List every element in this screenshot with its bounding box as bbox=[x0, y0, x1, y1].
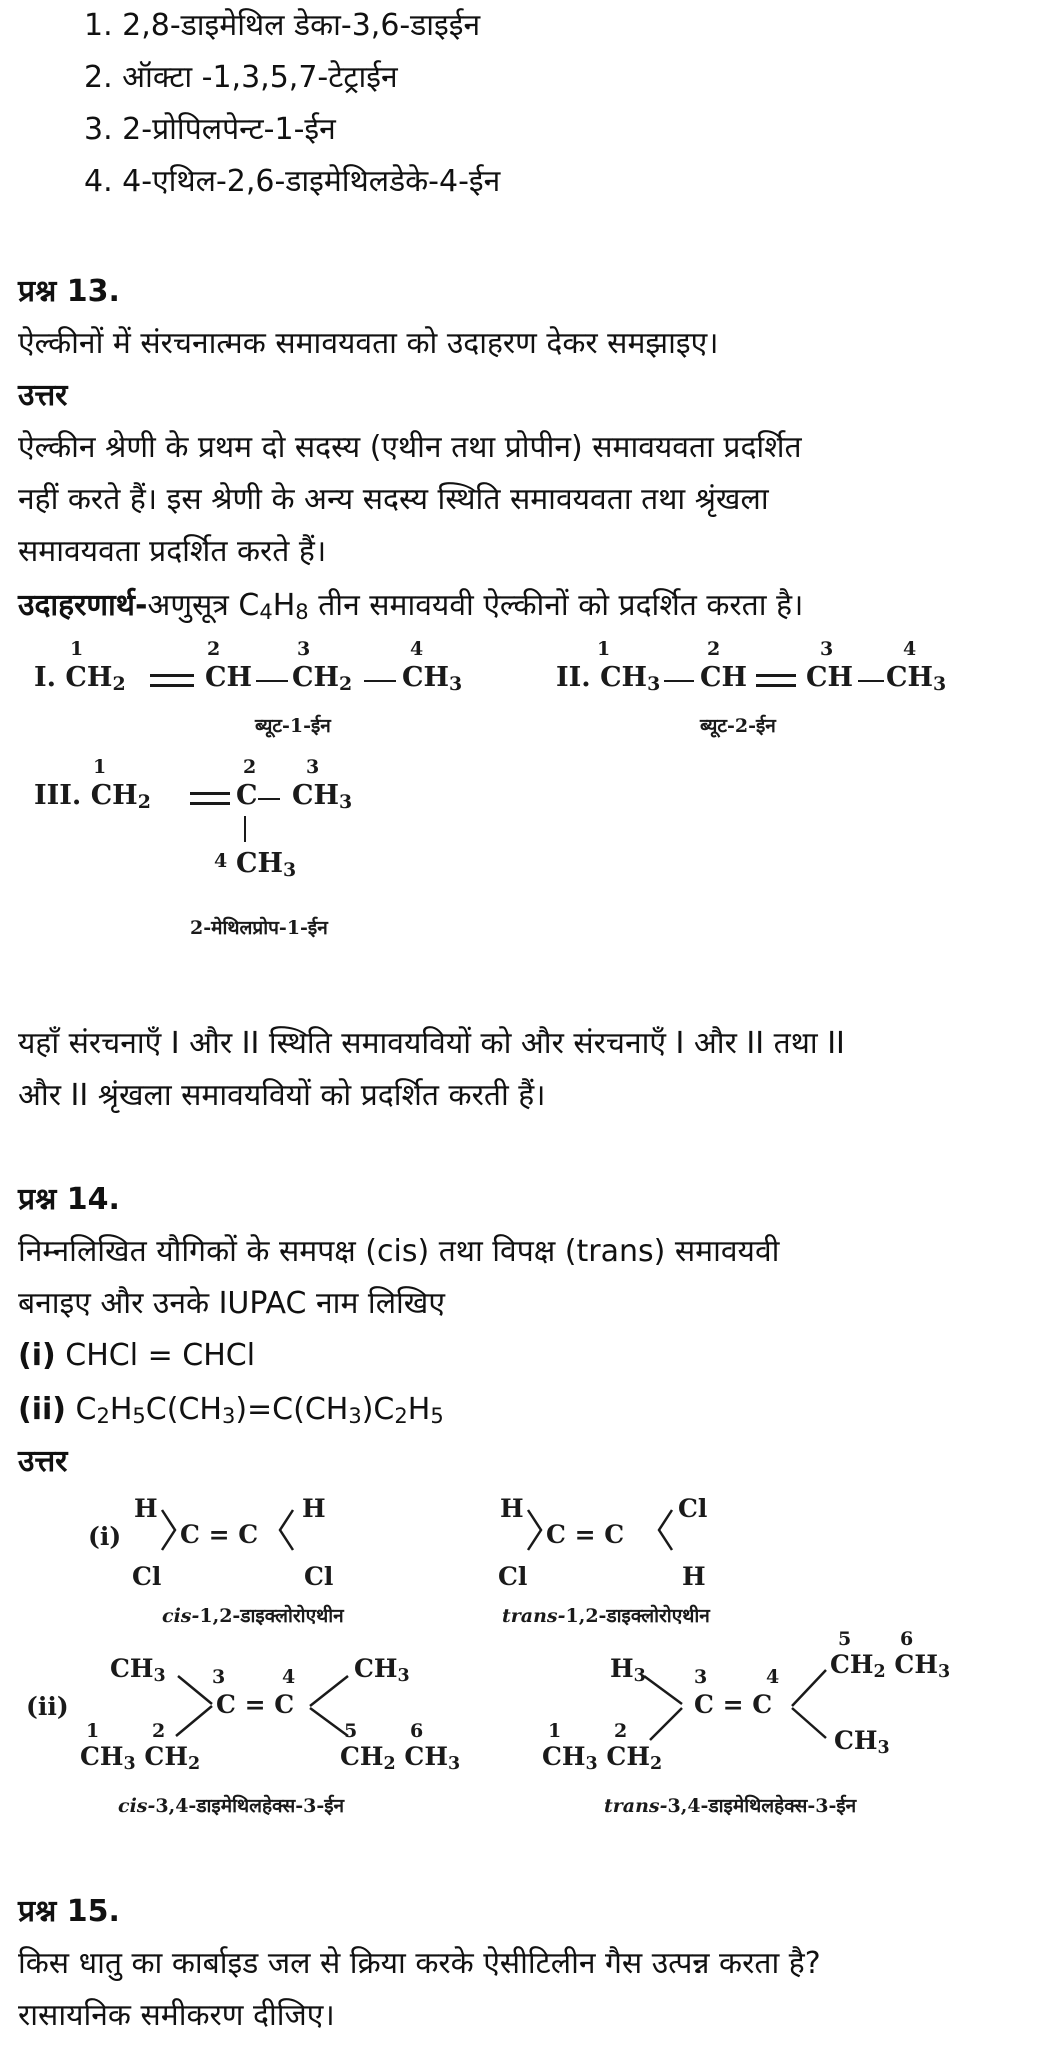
answer-label: उत्तर bbox=[18, 1444, 68, 1479]
question-heading: प्रश्न 15. bbox=[18, 1894, 120, 1929]
structure-caption: 2-मेथिलप्रोप-1-ईन bbox=[190, 917, 328, 939]
conclusion-text: और II श्रृंखला समावयवियों को प्रदर्शित करती हैं। bbox=[18, 1078, 546, 1113]
question-part: (ii) $C_2H_5C(CH_3)=C(CH_3)C_2H_5$ bbox=[18, 1392, 444, 1428]
answer-label: उत्तर bbox=[18, 378, 68, 413]
answer-text: ऐल्कीन श्रेणी के प्रथम दो सदस्य (एथीन तथा प्रोपीन) समावयवता प्रदर्शित bbox=[18, 430, 802, 465]
example-line: उदाहरणार्थ-अणुसूत्र $C_4H_8$ तीन समावयवी ऐल्कीनों को प्रदर्शित करता है। bbox=[18, 588, 804, 624]
list-item: 2. ऑक्टा -1,3,5,7-टेट्राईन bbox=[84, 60, 398, 95]
question-text: किस धातु का कार्बाइड जल से क्रिया करके ऐसीटिलीन गैस उत्पन्न करता है? bbox=[18, 1946, 821, 1981]
question-text: रासायनिक समीकरण दीजिए। bbox=[18, 1998, 335, 2033]
answer-text: नहीं करते हैं। इस श्रेणी के अन्य सदस्य स्थिति समावयवता तथा श्रृंखला bbox=[18, 482, 769, 517]
structure-caption: trans-1,2-डाइक्लोरोएथीन bbox=[502, 1605, 710, 1627]
conclusion-text: यहाँ संरचनाएँ I और II स्थिति समावयवियों को और संरचनाएँ I और II तथा II bbox=[18, 1026, 845, 1061]
question-text: ऐल्कीनों में संरचनात्मक समावयवता को उदाहरण देकर समझाइए। bbox=[18, 326, 719, 361]
question-text: निम्नलिखित यौगिकों के समपक्ष (cis) तथा विपक्ष (trans) समावयवी bbox=[18, 1234, 780, 1269]
list-item: 1. 2,8-डाइमेथिल डेका-3,6-डाइईन bbox=[84, 8, 481, 43]
answer-text: समावयवता प्रदर्शित करते हैं। bbox=[18, 534, 327, 569]
question-heading: प्रश्न 13. bbox=[18, 274, 120, 309]
question-heading: प्रश्न 14. bbox=[18, 1182, 120, 1217]
structure-caption: trans-3,4-डाइमेथिलहेक्स-3-ईन bbox=[604, 1795, 857, 1817]
list-item: 4. 4-एथिल-2,6-डाइमेथिलडेके-4-ईन bbox=[84, 164, 501, 199]
structure-caption: ब्यूट-1-ईन bbox=[255, 715, 331, 737]
structure-caption: cis-1,2-डाइक्लोरोएथीन bbox=[162, 1605, 344, 1627]
structure-caption: ब्यूट-2-ईन bbox=[700, 715, 776, 737]
question-part: (i) CHCl = CHCl bbox=[18, 1338, 256, 1373]
structure-caption: cis-3,4-डाइमेथिलहेक्स-3-ईन bbox=[118, 1795, 345, 1817]
question-text: बनाइए और उनके IUPAC नाम लिखिए bbox=[18, 1286, 445, 1321]
list-item: 3. 2-प्रोपिलपेन्ट-1-ईन bbox=[84, 112, 336, 147]
